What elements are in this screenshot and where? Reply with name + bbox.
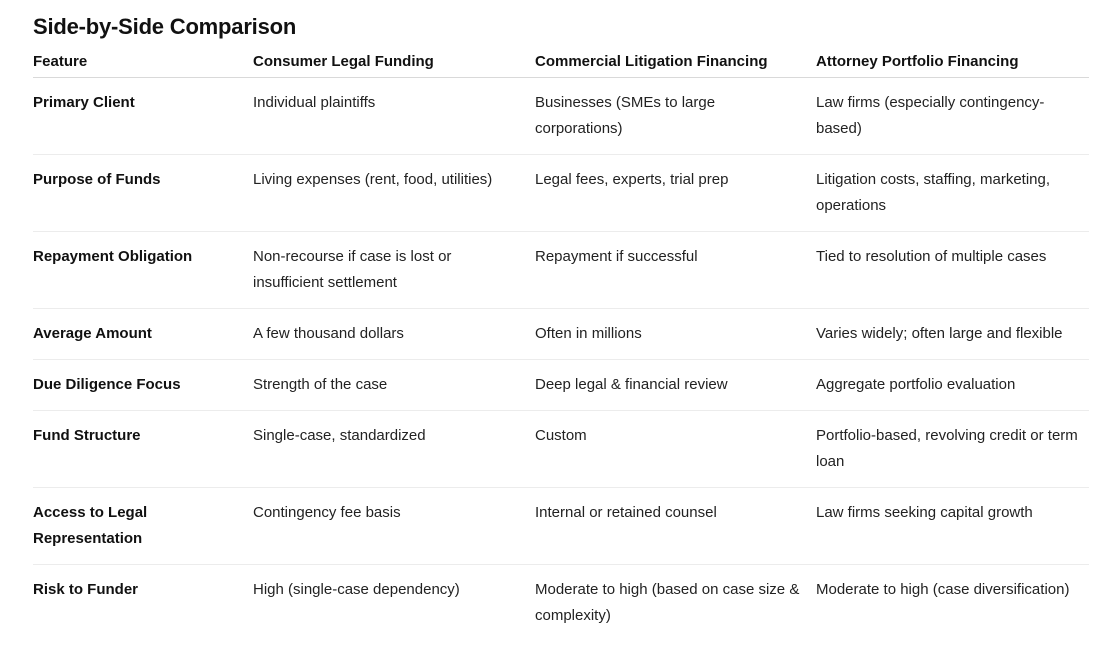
table-cell: Living expenses (rent, food, utilities) bbox=[253, 155, 535, 232]
table-cell: A few thousand dollars bbox=[253, 309, 535, 360]
table-cell: Often in millions bbox=[535, 309, 816, 360]
table-row bbox=[33, 411, 1089, 488]
table-cell: Businesses (SMEs to large corporations) bbox=[535, 78, 816, 155]
feature-cell: Access to Legal Representation bbox=[33, 488, 253, 565]
table-row bbox=[33, 309, 1089, 360]
table-cell: Strength of the case bbox=[253, 360, 535, 411]
table-cell: Repayment if successful bbox=[535, 232, 816, 309]
feature-cell: Fund Structure bbox=[33, 411, 253, 488]
table-cell: Internal or retained counsel bbox=[535, 488, 816, 565]
table-cell: High (single-case dependency) bbox=[253, 581, 460, 598]
table-cell: Legal fees, experts, trial prep bbox=[535, 155, 816, 232]
header-consumer-legal-funding: Consumer Legal Funding bbox=[253, 53, 535, 78]
table-cell: Law firms (especially contingency-based) bbox=[816, 78, 1089, 155]
page-title: Side-by-Side Comparison bbox=[33, 14, 297, 39]
table-cell: Tied to resolution of multiple cases bbox=[816, 232, 1089, 309]
feature-cell: Purpose of Funds bbox=[33, 155, 253, 232]
feature-cell: Due Diligence Focus bbox=[33, 360, 253, 411]
table-cell: Moderate to high (based on case size & complexity) bbox=[535, 581, 800, 624]
header-feature: Feature bbox=[33, 53, 253, 78]
table-cell: Portfolio-based, revolving credit or term loan bbox=[816, 411, 1089, 488]
table-cell: Deep legal & financial review bbox=[535, 360, 816, 411]
table-cell: Single-case, standardized bbox=[253, 411, 535, 488]
feature-cell: Repayment Obligation bbox=[33, 232, 253, 309]
table-cell: Varies widely; often large and flexible bbox=[816, 309, 1089, 360]
header-commercial-litigation-financing: Commercial Litigation Financing bbox=[535, 53, 816, 78]
feature-cell: Risk to Funder bbox=[33, 581, 139, 598]
feature-cell: Primary Client bbox=[33, 78, 253, 155]
table-row bbox=[33, 565, 1089, 642]
table-row bbox=[33, 155, 1089, 232]
table-cell: Aggregate portfolio evaluation bbox=[816, 360, 1089, 411]
feature-cell: Average Amount bbox=[33, 309, 253, 360]
table-cell: Individual plaintiffs bbox=[253, 78, 535, 155]
header-attorney-portfolio-financing: Attorney Portfolio Financing bbox=[816, 53, 1089, 78]
table-row bbox=[33, 488, 1089, 565]
table-row bbox=[33, 78, 1089, 155]
table-cell: Moderate to high (case diversification) bbox=[816, 581, 1070, 598]
table-header-row bbox=[33, 53, 1089, 78]
table-cell: Law firms seeking capital growth bbox=[816, 488, 1089, 565]
table-cell: Litigation costs, staffing, marketing, operations bbox=[816, 155, 1089, 232]
table-row bbox=[33, 360, 1089, 411]
table-cell: Custom bbox=[535, 411, 816, 488]
table-row bbox=[33, 232, 1089, 309]
table-cell: Contingency fee basis bbox=[253, 488, 535, 565]
comparison-table bbox=[33, 53, 1089, 641]
table-cell: Non-recourse if case is lost or insufficient settlement bbox=[253, 232, 535, 309]
